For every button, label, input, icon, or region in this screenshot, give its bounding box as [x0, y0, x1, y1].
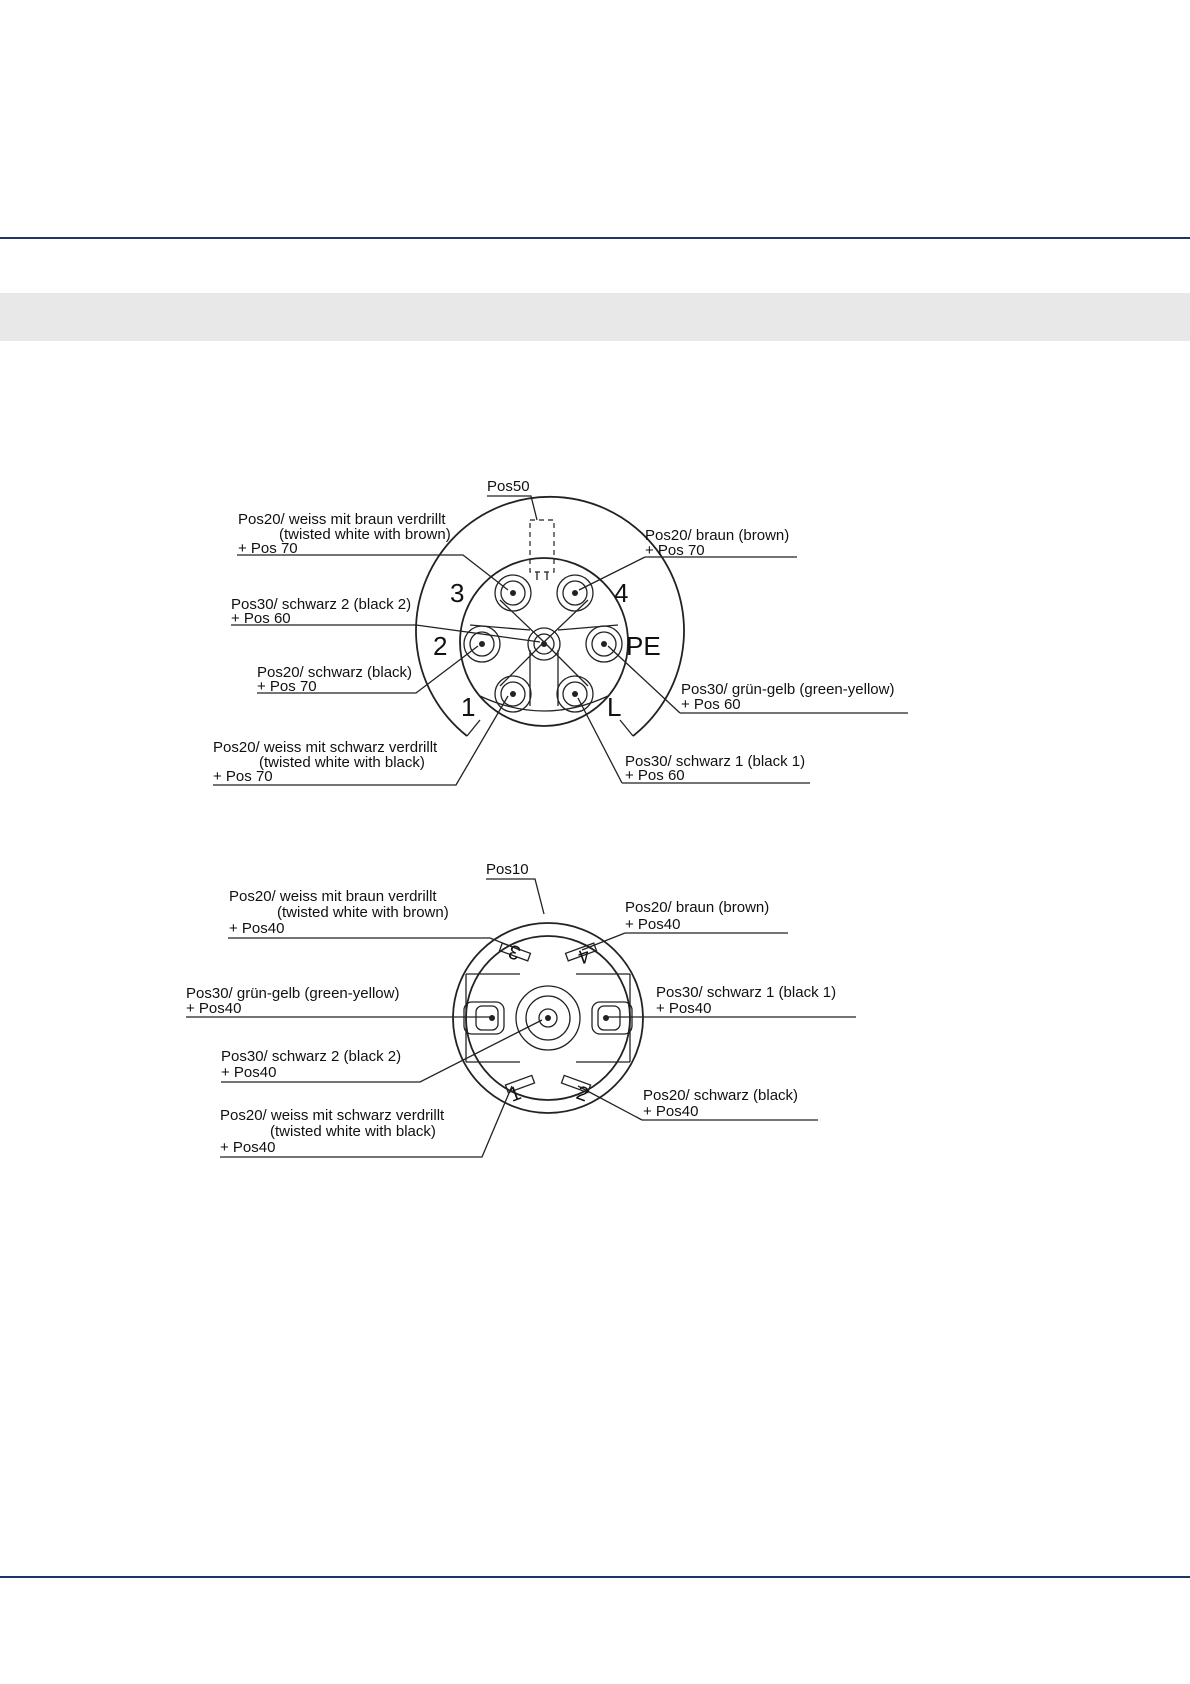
- bottom-rule: [0, 1576, 1190, 1578]
- label-ml-line1: Pos20/ schwarz (black): [257, 664, 413, 681]
- pin-label-3: 3: [505, 939, 524, 964]
- pin-socket-center: [528, 628, 560, 660]
- label-pos50: Pos50: [487, 480, 530, 495]
- pin-socket-2: [464, 626, 500, 662]
- label-br-line2: + Pos40: [643, 1103, 699, 1120]
- pin-label-2: 2: [573, 1082, 592, 1107]
- label-b2-line2: + Pos40: [221, 1064, 277, 1081]
- label-tl-line3: + Pos40: [229, 920, 285, 937]
- label-br-line2: + Pos 60: [625, 767, 685, 784]
- pin-label-4: 4: [614, 578, 629, 608]
- label-bl-line3: + Pos 70: [213, 768, 273, 785]
- label-tl-line2: (twisted white with brown): [277, 904, 449, 921]
- pin-socket-pe: [586, 626, 622, 662]
- label-bl-line1: Pos20/ weiss mit schwarz verdrillt: [213, 739, 438, 756]
- pin-label-4: 4: [574, 943, 593, 968]
- label-b2-line1: Pos30/ schwarz 2 (black 2): [221, 1048, 402, 1065]
- pin-socket-4: [557, 575, 593, 611]
- top-rule: [0, 237, 1190, 239]
- label-tr-line1: Pos20/ braun (brown): [625, 899, 770, 916]
- label-bl-line1: Pos20/ weiss mit schwarz verdrillt: [220, 1107, 445, 1124]
- pin-left-gy: [464, 1002, 504, 1034]
- connector-body-bottom: [453, 923, 643, 1113]
- pin-socket-1: [495, 676, 531, 712]
- label-c-line2: + Pos 60: [231, 610, 291, 627]
- pin-label-pe: PE: [626, 631, 661, 661]
- label-b1-line1: Pos30/ schwarz 1 (black 1): [656, 984, 837, 1001]
- label-tl-line1: Pos20/ weiss mit braun verdrillt: [238, 511, 446, 528]
- label-br-line1: Pos20/ schwarz (black): [643, 1087, 799, 1104]
- label-ml-line2: + Pos 70: [257, 678, 317, 695]
- label-br-line1: Pos30/ schwarz 1 (black 1): [625, 753, 806, 770]
- label-tr-line2: + Pos40: [625, 916, 681, 933]
- pin-label-1: 1: [461, 692, 476, 722]
- label-bl-line2: (twisted white with black): [270, 1123, 436, 1140]
- pin-label-l: L: [607, 692, 622, 722]
- connector-diagram-top: [0, 480, 1190, 800]
- label-mr-line1: Pos30/ grün-gelb (green-yellow): [681, 681, 895, 698]
- label-tr-line2: + Pos 70: [645, 542, 705, 559]
- label-bl-line3: + Pos40: [220, 1139, 276, 1156]
- label-b1-line2: + Pos40: [656, 1000, 712, 1017]
- section-band: [0, 293, 1190, 341]
- pin-label-1: 1: [506, 1082, 525, 1107]
- label-pos10: Pos10: [486, 862, 529, 878]
- pin-label-3: 3: [450, 578, 465, 608]
- label-mr-line2: + Pos 60: [681, 696, 741, 713]
- connector-diagram-bottom: [0, 862, 1190, 1182]
- label-tl-line2: (twisted white with brown): [279, 526, 451, 543]
- label-bl-line2: (twisted white with black): [259, 754, 425, 771]
- pin-socket-l: [557, 676, 593, 712]
- pin-label-2: 2: [433, 631, 448, 661]
- label-c-line1: Pos30/ schwarz 2 (black 2): [231, 596, 412, 613]
- label-tl-line3: + Pos 70: [238, 540, 298, 557]
- label-gy-line1: Pos30/ grün-gelb (green-yellow): [186, 985, 400, 1002]
- label-gy-line2: + Pos40: [186, 1000, 242, 1017]
- pin-socket-3: [495, 575, 531, 611]
- label-tr-line1: Pos20/ braun (brown): [645, 527, 790, 544]
- pin-right-black1: [592, 1002, 632, 1034]
- connector-body-top: [416, 497, 684, 736]
- label-tl-line1: Pos20/ weiss mit braun verdrillt: [229, 888, 437, 905]
